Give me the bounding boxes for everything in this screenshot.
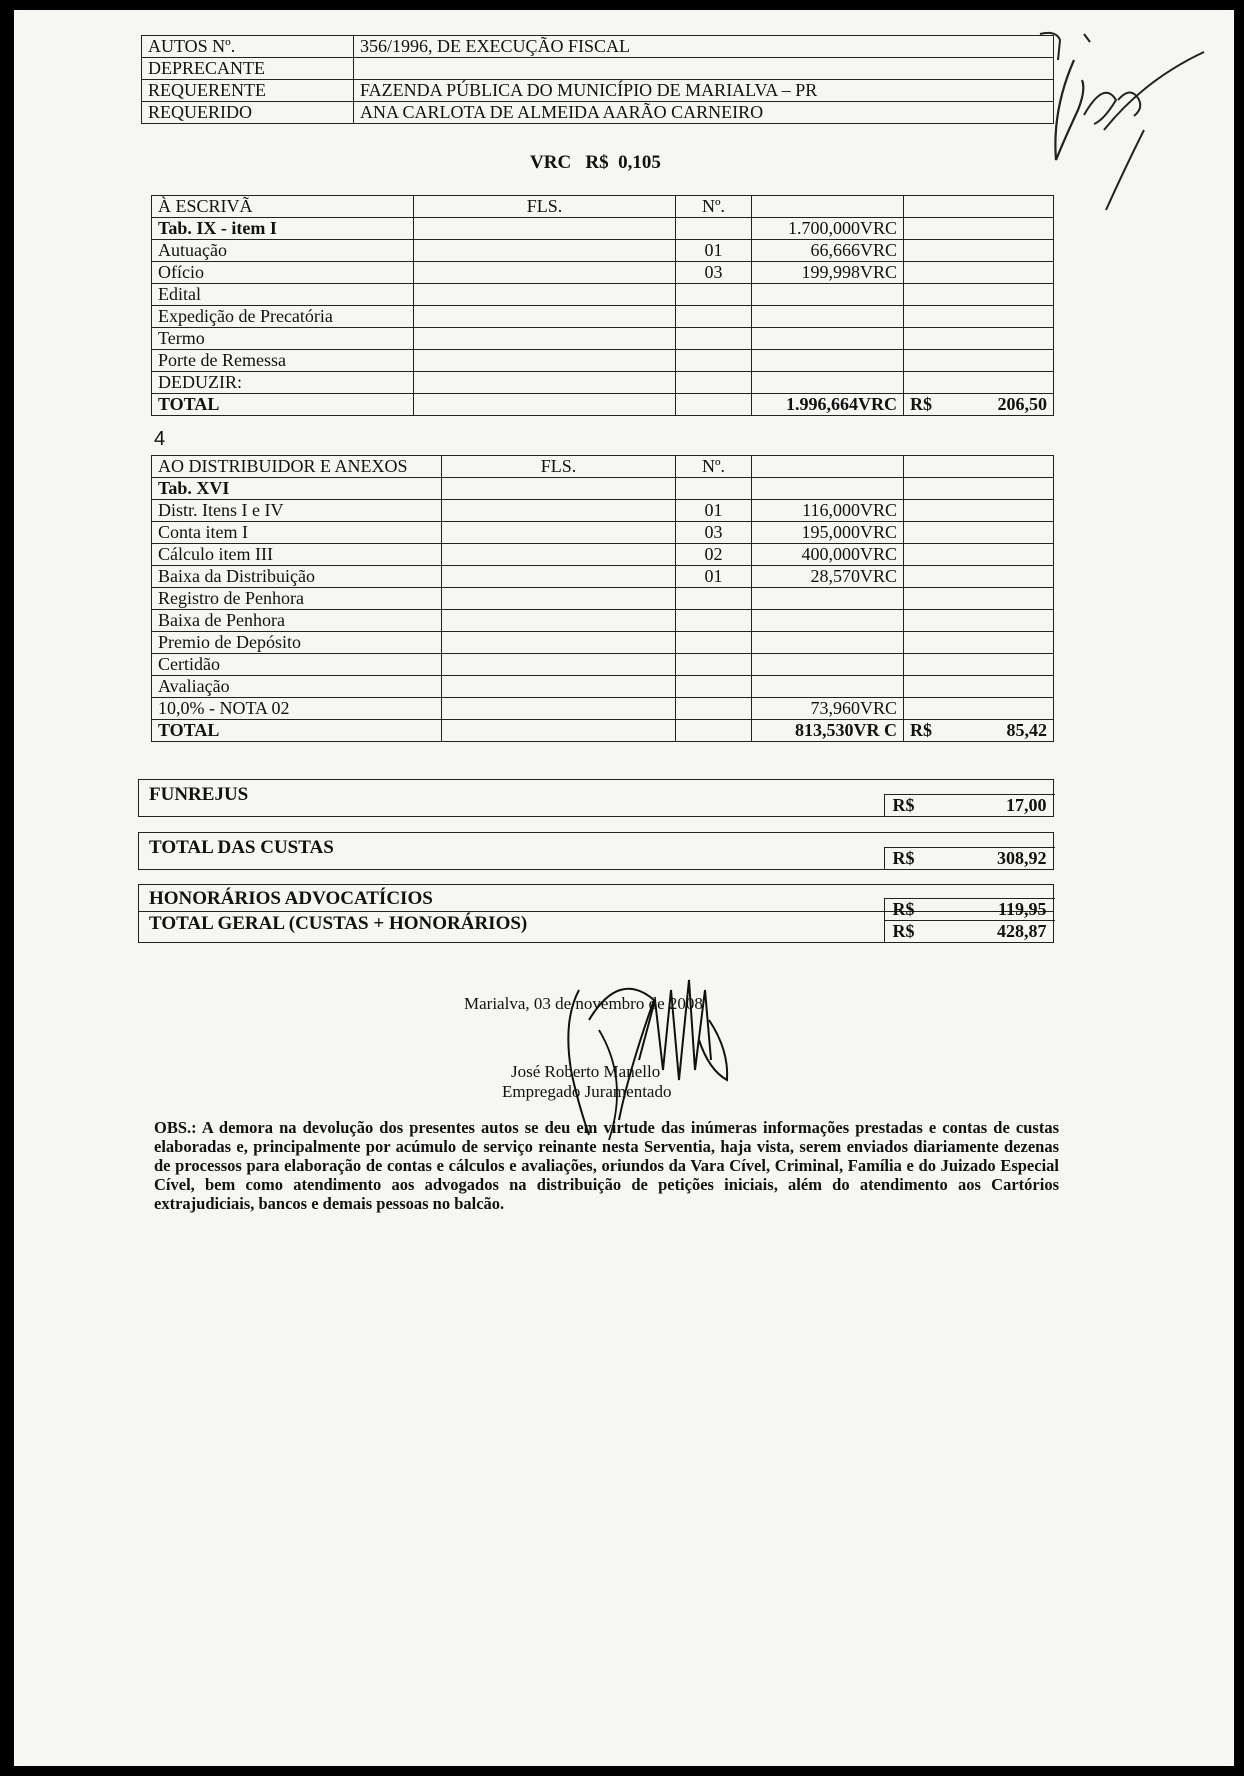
case-header-table bbox=[141, 35, 1054, 124]
currency-label: R$ bbox=[892, 899, 915, 919]
signer-title: Empregado Juramentado bbox=[502, 1082, 672, 1101]
row-no bbox=[676, 478, 752, 500]
value-cell bbox=[904, 196, 1054, 218]
row-label: Cálculo item III bbox=[152, 544, 442, 566]
row-vrc: 116,000VRC bbox=[752, 500, 904, 522]
header-label: REQUERIDO bbox=[142, 102, 354, 124]
vrc-cell bbox=[752, 196, 904, 218]
row-vrc: 1.700,000VRC bbox=[752, 218, 904, 240]
row-no: 03 bbox=[676, 262, 752, 284]
row-no: 01 bbox=[676, 566, 752, 588]
row-no: 01 bbox=[676, 500, 752, 522]
table-row bbox=[152, 500, 1054, 522]
header-row bbox=[142, 102, 1054, 124]
observation-note: OBS.: A demora na devolução dos presentes autos se deu em virtude das inúmeras informações prestadas e contas de custas elaboradas e, principalmente por acúmulo de serviço reinante nesta Serventia, haja vista, serem enviados diariamente dezenas de processos para elaboração de contas e cálculos e avaliações, oriundos da Vara Cível, Criminal, Família e do Juizado Especial Cível, bem como atendimento aos advogados na distribuição de petições iniciais, além do atendimento aos Cartórios extrajudiciais, bancos e demais pessoas no balcão. bbox=[154, 1118, 1059, 1213]
row-vrc bbox=[752, 328, 904, 350]
header-value bbox=[354, 58, 1054, 80]
header-row bbox=[142, 80, 1054, 102]
header-value: 356/1996, DE EXECUÇÃO FISCAL bbox=[354, 36, 1054, 58]
table-row bbox=[152, 306, 1054, 328]
row-no bbox=[676, 654, 752, 676]
row-label: Edital bbox=[152, 284, 414, 306]
total-label: TOTAL bbox=[152, 394, 414, 416]
total-custas-box bbox=[138, 832, 1054, 870]
header-label: AUTOS Nº. bbox=[142, 36, 354, 58]
row-no bbox=[676, 350, 752, 372]
row-vrc bbox=[752, 588, 904, 610]
table-row bbox=[152, 676, 1054, 698]
funrejus-label: FUNREJUS bbox=[149, 784, 249, 805]
row-label: Tab. IX - item I bbox=[152, 218, 414, 240]
date-line: Marialva, 03 de novembro de 2008 bbox=[464, 994, 703, 1013]
row-vrc: 66,666VRC bbox=[752, 240, 904, 262]
row-no bbox=[676, 372, 752, 394]
table-row bbox=[152, 262, 1054, 284]
vrc-rate: VRC R$ 0,105 bbox=[530, 152, 661, 173]
row-label: Autuação bbox=[152, 240, 414, 262]
margin-note: 4 bbox=[154, 428, 166, 450]
total-custas-value: 308,92 bbox=[997, 848, 1047, 868]
row-no: 01 bbox=[676, 240, 752, 262]
currency-label: R$ bbox=[910, 720, 932, 740]
row-vrc bbox=[752, 372, 904, 394]
row-vrc: 73,960VRC bbox=[752, 698, 904, 720]
row-vrc bbox=[752, 478, 904, 500]
no-header: Nº. bbox=[676, 456, 752, 478]
header-row bbox=[142, 58, 1054, 80]
row-label: DEDUZIR: bbox=[152, 372, 414, 394]
header-label: REQUERENTE bbox=[142, 80, 354, 102]
currency-label: R$ bbox=[892, 921, 915, 941]
row-label: Ofício bbox=[152, 262, 414, 284]
row-vrc bbox=[752, 284, 904, 306]
row-vrc bbox=[752, 610, 904, 632]
total-value: 85,42 bbox=[1006, 720, 1047, 740]
honorarios-box bbox=[138, 884, 1054, 943]
row-label: Termo bbox=[152, 328, 414, 350]
row-no bbox=[676, 328, 752, 350]
funrejus-amount bbox=[884, 794, 1055, 816]
table-row bbox=[152, 698, 1054, 720]
row-no bbox=[676, 676, 752, 698]
funrejus-value: 17,00 bbox=[1006, 795, 1047, 815]
total-geral-value: 428,87 bbox=[997, 921, 1047, 941]
table-row bbox=[152, 240, 1054, 262]
funrejus-box bbox=[138, 779, 1054, 817]
table-row bbox=[152, 350, 1054, 372]
header-value: ANA CARLOTA DE ALMEIDA AARÃO CARNEIRO bbox=[354, 102, 1054, 124]
row-label: 10,0% - NOTA 02 bbox=[152, 698, 442, 720]
currency-label: R$ bbox=[892, 848, 915, 868]
honorarios-value: 119,95 bbox=[997, 899, 1047, 919]
header-row bbox=[142, 36, 1054, 58]
fls-header: FLS. bbox=[442, 456, 676, 478]
row-label: Expedição de Precatória bbox=[152, 306, 414, 328]
row-no: 02 bbox=[676, 544, 752, 566]
currency-label: R$ bbox=[892, 795, 915, 815]
row-label: Distr. Itens I e IV bbox=[152, 500, 442, 522]
row-vrc bbox=[752, 306, 904, 328]
table-row bbox=[152, 632, 1054, 654]
row-label: Porte de Remessa bbox=[152, 350, 414, 372]
table-row bbox=[152, 522, 1054, 544]
total-vrc: 813,530VR C bbox=[752, 720, 904, 742]
row-label: Baixa de Penhora bbox=[152, 610, 442, 632]
row-vrc bbox=[752, 350, 904, 372]
row-vrc bbox=[752, 654, 904, 676]
currency-label: R$ bbox=[910, 394, 932, 414]
total-value: 206,50 bbox=[997, 394, 1047, 414]
initials-signature bbox=[1034, 20, 1224, 220]
distribuidor-title: AO DISTRIBUIDOR E ANEXOS bbox=[152, 456, 442, 478]
row-vrc: 28,570VRC bbox=[752, 566, 904, 588]
honorarios-label: HONORÁRIOS ADVOCATÍCIOS bbox=[149, 888, 433, 909]
distribuidor-header-row bbox=[152, 456, 1054, 478]
document-page bbox=[14, 10, 1234, 1766]
table-row bbox=[152, 218, 1054, 240]
table-row bbox=[152, 544, 1054, 566]
fls-header: FLS. bbox=[414, 196, 676, 218]
distribuidor-costs-table bbox=[151, 455, 1054, 742]
no-header: Nº. bbox=[676, 196, 752, 218]
signer-name: José Roberto Manello bbox=[511, 1062, 661, 1081]
row-no bbox=[676, 284, 752, 306]
total-custas-amount bbox=[884, 847, 1055, 869]
table-row bbox=[152, 610, 1054, 632]
row-label: Tab. XVI bbox=[152, 478, 442, 500]
row-no bbox=[676, 698, 752, 720]
row-vrc: 400,000VRC bbox=[752, 544, 904, 566]
row-label: Conta item I bbox=[152, 522, 442, 544]
row-label: Premio de Depósito bbox=[152, 632, 442, 654]
table-row bbox=[152, 328, 1054, 350]
escriva-costs-table bbox=[151, 195, 1054, 416]
total-row bbox=[152, 720, 1054, 742]
total-amount bbox=[904, 394, 1054, 416]
row-no bbox=[676, 306, 752, 328]
total-amount bbox=[904, 720, 1054, 742]
table-row bbox=[152, 654, 1054, 676]
row-label: Baixa da Distribuição bbox=[152, 566, 442, 588]
table-row bbox=[152, 284, 1054, 306]
row-label: Registro de Penhora bbox=[152, 588, 442, 610]
table-row bbox=[152, 588, 1054, 610]
total-geral-amount bbox=[884, 920, 1055, 942]
row-no bbox=[676, 610, 752, 632]
header-value: FAZENDA PÚBLICA DO MUNICÍPIO DE MARIALVA – PR bbox=[354, 80, 1054, 102]
row-no bbox=[676, 588, 752, 610]
total-vrc: 1.996,664VRC bbox=[752, 394, 904, 416]
honorarios-amount bbox=[884, 898, 1055, 920]
header-label: DEPRECANTE bbox=[142, 58, 354, 80]
total-row bbox=[152, 394, 1054, 416]
row-vrc: 195,000VRC bbox=[752, 522, 904, 544]
total-custas-label: TOTAL DAS CUSTAS bbox=[149, 837, 334, 858]
total-geral-label: TOTAL GERAL (CUSTAS + HONORÁRIOS) bbox=[149, 913, 528, 934]
table-row bbox=[152, 478, 1054, 500]
row-label: Avaliação bbox=[152, 676, 442, 698]
table-row bbox=[152, 372, 1054, 394]
row-vrc bbox=[752, 632, 904, 654]
row-vrc: 199,998VRC bbox=[752, 262, 904, 284]
row-no bbox=[676, 218, 752, 240]
table-row bbox=[152, 566, 1054, 588]
escriva-header-row bbox=[152, 196, 1054, 218]
total-label: TOTAL bbox=[152, 720, 442, 742]
row-label: Certidão bbox=[152, 654, 442, 676]
row-no bbox=[676, 632, 752, 654]
escriva-title: À ESCRIVÃ bbox=[152, 196, 414, 218]
row-vrc bbox=[752, 676, 904, 698]
row-no: 03 bbox=[676, 522, 752, 544]
